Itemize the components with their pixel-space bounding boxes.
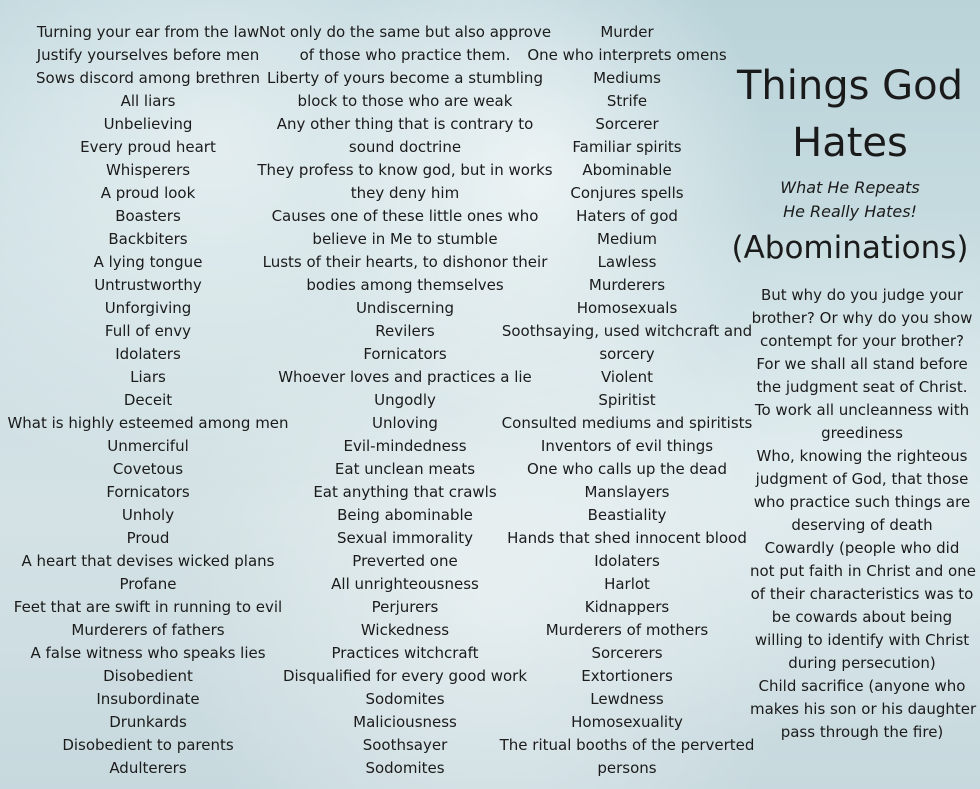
list-item: Ungodly	[374, 391, 436, 409]
list-item: Hands that shed innocent blood	[507, 529, 747, 547]
list-item: persons	[597, 759, 657, 777]
list-item: Murderers of fathers	[71, 621, 225, 639]
list-item: Soothsayer	[362, 736, 448, 754]
list-item: Turning your ear from the law	[36, 23, 260, 41]
list-item: The ritual booths of the perverted	[499, 736, 755, 754]
title-line-1: Things God	[736, 63, 964, 109]
list-item: Kidnappers	[584, 598, 670, 616]
list-item: Beastiality	[587, 506, 667, 524]
list-item: believe in Me to stumble	[312, 230, 498, 248]
list-item: One who interprets omens	[527, 46, 727, 64]
list-item: Conjures spells	[570, 184, 684, 202]
list-item: Insubordinate	[96, 690, 200, 708]
subtitle-line-1: What He Repeats	[780, 178, 920, 197]
list-item: Unforgiving	[104, 299, 192, 317]
list-item: Murderers	[588, 276, 666, 294]
list-item: Medium	[597, 230, 657, 248]
list-item: Untrustworthy	[94, 276, 202, 294]
list-item: makes his son or his daughter	[750, 700, 977, 718]
list-item: sorcery	[599, 345, 655, 363]
list-column-1	[7, 21, 289, 780]
list-item: Familiar spirits	[572, 138, 682, 156]
list-column-2	[257, 21, 553, 780]
list-item: Soothsaying, used witchcraft and	[501, 322, 753, 340]
list-item: Idolaters	[594, 552, 660, 570]
list-item: bodies among themselves	[306, 276, 504, 294]
list-item: But why do you judge your	[760, 286, 964, 304]
list-item: Every proud heart	[80, 138, 216, 156]
list-item: of those who practice them.	[299, 46, 511, 64]
list-item: Undiscerning	[355, 299, 455, 317]
list-item: Inventors of evil things	[540, 437, 714, 455]
list-item: greediness	[821, 424, 903, 442]
list-item: Practices witchcraft	[331, 644, 479, 662]
list-item: Fornicators	[106, 483, 190, 501]
list-item: Lawless	[597, 253, 657, 271]
list-item: Evil-mindedness	[343, 437, 467, 455]
list-item: Liars	[130, 368, 166, 386]
list-item: Boasters	[115, 207, 181, 225]
list-item: Lewdness	[590, 690, 664, 708]
list-item: Abominable	[582, 161, 672, 179]
list-item: A lying tongue	[93, 253, 203, 271]
list-item: Whoever loves and practices a lie	[278, 368, 532, 386]
list-item: the judgment seat of Christ.	[756, 378, 968, 396]
list-item: contempt for your brother?	[760, 332, 964, 350]
list-item: Backbiters	[108, 230, 188, 248]
list-item: A proud look	[100, 184, 196, 202]
list-item: Cowardly (people who did	[764, 539, 960, 557]
list-item: Liberty of yours become a stumbling	[267, 69, 543, 87]
list-item: Sorcerers	[591, 644, 663, 662]
list-item: Unholy	[121, 506, 175, 524]
list-item: Causes one of these little ones who	[271, 207, 539, 225]
title-line-2: Hates	[792, 120, 908, 166]
list-item: Child sacrifice (anyone who	[758, 677, 966, 695]
list-item: during persecution)	[788, 654, 936, 672]
list-item: What is highly esteemed among men	[7, 414, 289, 432]
list-item: Murder	[600, 23, 654, 41]
list-item: For we shall all stand before	[756, 355, 968, 373]
list-item: Preverted one	[352, 552, 458, 570]
list-item: Who, knowing the righteous	[756, 447, 968, 465]
list-item: All unrighteousness	[331, 575, 479, 593]
list-item: Extortioners	[581, 667, 673, 685]
list-item: Not only do the same but also approve	[258, 23, 552, 41]
list-item: Sorcerer	[595, 115, 659, 133]
list-item: Idolaters	[115, 345, 181, 363]
list-item: Drunkards	[109, 713, 187, 731]
list-item: Sows discord among brethren	[36, 69, 260, 87]
list-item: Spiritist	[598, 391, 656, 409]
list-item: not put faith in Christ and one	[750, 562, 976, 580]
list-item: Homosexuals	[576, 299, 678, 317]
list-item: Profane	[119, 575, 177, 593]
list-item: A false witness who speaks lies	[30, 644, 266, 662]
list-item: One who calls up the dead	[526, 460, 728, 478]
list-item: Disobedient to parents	[62, 736, 234, 754]
list-item: block to those who are weak	[297, 92, 513, 110]
list-item: Fornicators	[363, 345, 447, 363]
list-item: Whisperers	[105, 161, 191, 179]
list-item: Harlot	[604, 575, 650, 593]
list-item: Lusts of their hearts, to dishonor their	[262, 253, 548, 271]
list-item: Strife	[606, 92, 648, 110]
title-block	[730, 58, 970, 266]
list-item: Covetous	[112, 460, 184, 478]
list-item: Maliciousness	[353, 713, 457, 731]
abominations-heading: (Abominations)	[731, 230, 969, 266]
list-item: Adulterers	[109, 759, 187, 777]
list-item: they deny him	[350, 184, 460, 202]
subtitle-line-2: He Really Hates!	[783, 202, 917, 221]
list-item: judgment of God, that those	[755, 470, 969, 488]
list-item: Consulted mediums and spiritists	[501, 414, 753, 432]
list-item: Mediums	[593, 69, 661, 87]
list-item: Manslayers	[584, 483, 670, 501]
list-item: Perjurers	[371, 598, 439, 616]
list-item: Revilers	[375, 322, 435, 340]
list-item: Disobedient	[103, 667, 193, 685]
list-item: Being abominable	[337, 506, 473, 524]
list-item: who practice such things are	[753, 493, 971, 511]
list-item: Any other thing that is contrary to	[276, 115, 534, 133]
list-item: Sexual immorality	[336, 529, 474, 547]
list-item: Unmerciful	[107, 437, 189, 455]
list-item: Wickedness	[360, 621, 450, 639]
list-item: of their characteristics was to	[750, 585, 974, 603]
list-item: Justify yourselves before men	[36, 46, 260, 64]
list-item: Murderers of mothers	[545, 621, 709, 639]
list-item: pass through the fire)	[780, 723, 944, 741]
list-item: Violent	[600, 368, 654, 386]
list-item: All liars	[120, 92, 176, 110]
list-item: Feet that are swift in running to evil	[13, 598, 283, 616]
list-item: sound doctrine	[348, 138, 462, 156]
list-item: Unloving	[372, 414, 438, 432]
list-item: Homosexuality	[571, 713, 683, 731]
list-item: Disqualified for every good work	[282, 667, 528, 685]
list-item: deserving of death	[791, 516, 933, 534]
list-item: A heart that devises wicked plans	[21, 552, 275, 570]
list-column-3	[499, 21, 755, 780]
verse-text	[750, 284, 977, 744]
list-item: Proud	[126, 529, 170, 547]
list-item: Full of envy	[104, 322, 192, 340]
list-item: be cowards about being	[771, 608, 953, 626]
list-item: Eat anything that crawls	[313, 483, 497, 501]
list-item: To work all uncleanness with	[754, 401, 970, 419]
list-item: Eat unclean meats	[334, 460, 476, 478]
list-item: brother? Or why do you show	[751, 309, 973, 327]
list-item: Unbelieving	[103, 115, 193, 133]
list-item: Deceit	[123, 391, 173, 409]
list-item: They profess to know god, but in works	[257, 161, 553, 179]
list-item: willing to identify with Christ	[754, 631, 970, 649]
list-item: Sodomites	[365, 759, 445, 777]
list-item: Sodomites	[365, 690, 445, 708]
list-item: Haters of god	[576, 207, 678, 225]
